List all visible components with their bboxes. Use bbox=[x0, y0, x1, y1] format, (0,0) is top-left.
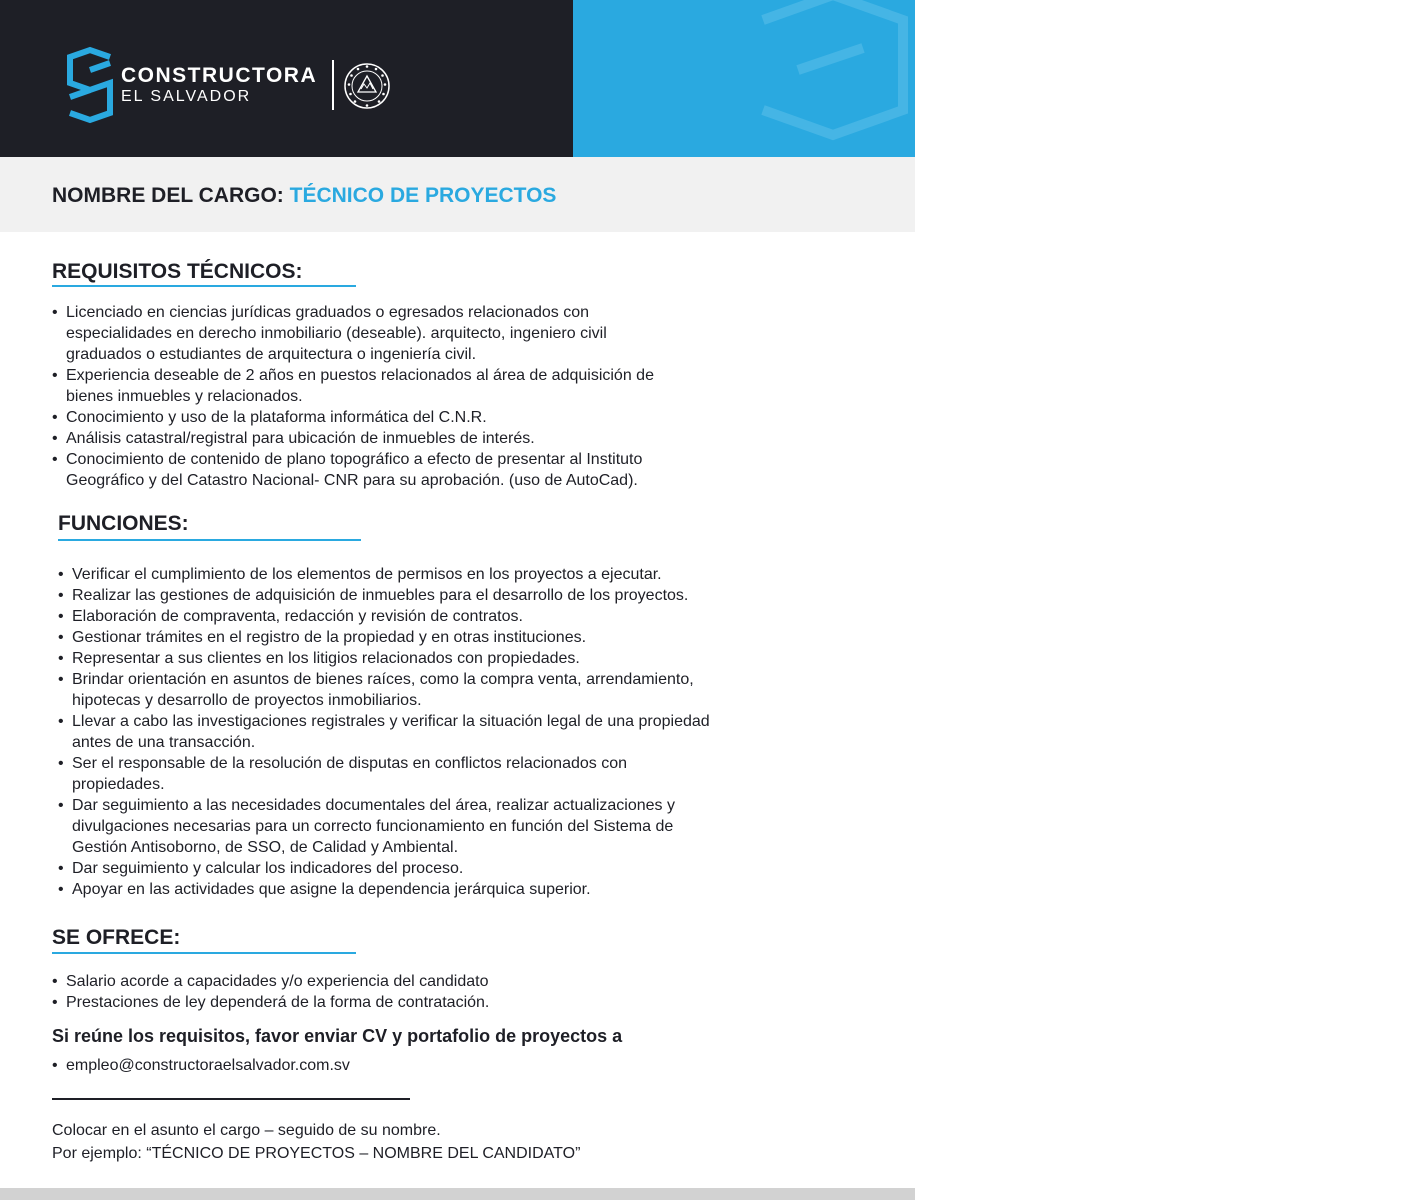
job-title-band bbox=[0, 157, 915, 232]
list-item bbox=[52, 971, 872, 992]
section-heading-ofrece: SE OFRECE: bbox=[52, 926, 181, 949]
list-item-line: • Elaboración de compraventa, redacción y revisión de contratos. bbox=[72, 608, 523, 625]
list-item bbox=[58, 795, 878, 858]
section-heading-funciones: FUNCIONES: bbox=[58, 512, 189, 535]
badge-line-1: OPORTUNIDAD bbox=[1182, 55, 1403, 87]
list-item-line: • Ser el responsable de la resolución de disputas en conflictos relacionados con bbox=[72, 755, 628, 772]
list-item bbox=[58, 606, 878, 627]
list-item-line: • Conocimiento de contenido de plano topográfico a efecto de presentar al Instituto bbox=[66, 451, 643, 468]
list-item-line: • Verificar el cumplimiento de los elementos de permisos en los proyectos a ejecutar. bbox=[72, 566, 662, 583]
list-item bbox=[58, 564, 878, 585]
section-rule-requisitos bbox=[52, 285, 356, 287]
list-item bbox=[58, 585, 878, 606]
list-item bbox=[52, 1055, 872, 1076]
header-brand-panel bbox=[0, 0, 573, 157]
section-rule-funciones bbox=[58, 539, 361, 541]
list-item bbox=[58, 753, 878, 795]
list-item-line: • Llevar a cabo las investigaciones registrales y verificar la situación legal de una propiedad bbox=[72, 713, 710, 730]
list-item bbox=[58, 858, 878, 879]
list-item-line: • Apoyar en las actividades que asigne la dependencia jerárquica superior. bbox=[72, 881, 591, 898]
background-pattern bbox=[573, 0, 915, 157]
list-item-line: • Brindar orientación en asuntos de bienes raíces, como la compra venta, arrendamiento, bbox=[72, 671, 694, 688]
list-item bbox=[52, 407, 872, 428]
list-item-line: especialidades en derecho inmobiliario (deseable). arquitecto, ingeniero civil bbox=[66, 325, 607, 342]
list-item-line: • empleo@constructoraelsalvador.com.sv bbox=[66, 1057, 350, 1074]
subject-note-line-2: Por ejemplo: “TÉCNICO DE PROYECTOS – NOMBRE DEL CANDIDATO” bbox=[52, 1145, 581, 1162]
list-item bbox=[58, 627, 878, 648]
list-item bbox=[52, 992, 872, 1013]
subject-note-line-1: Colocar en el asunto el cargo – seguido de su nombre. bbox=[52, 1122, 441, 1139]
brand-divider bbox=[332, 60, 334, 110]
list-item bbox=[52, 302, 872, 365]
list-item-line: Gestión Antisoborno, de SSO, de Calidad y Ambiental. bbox=[72, 839, 459, 856]
section-rule-ofrece bbox=[52, 952, 356, 954]
list-item-line: • Representar a sus clientes en los litigios relacionados con propiedades. bbox=[72, 650, 580, 667]
list-item-line: • Gestionar trámites en el registro de la propiedad y en otras instituciones. bbox=[72, 629, 587, 646]
list-item-line: • Salario acorde a capacidades y/o experiencia del candidato bbox=[66, 973, 489, 990]
list-item-line: propiedades. bbox=[72, 776, 165, 793]
brand-subtitle: EL SALVADOR bbox=[121, 88, 252, 105]
list-item-line: • Experiencia deseable de 2 años en puestos relacionados al área de adquisición de bbox=[66, 367, 654, 384]
el-salvador-seal-icon bbox=[343, 62, 391, 110]
list-item-line: • Prestaciones de ley dependerá de la forma de contratación. bbox=[66, 994, 490, 1011]
list-item-line: • Dar seguimiento a las necesidades documentales del área, realizar actualizaciones y bbox=[72, 797, 675, 814]
job-opportunity-badge bbox=[1182, 57, 1403, 115]
list-item bbox=[58, 711, 878, 753]
list-item-line: divulgaciones necesarias para un correcto funcionamiento en función del Sistema de bbox=[72, 818, 674, 835]
list-item-line: • Conocimiento y uso de la plataforma informática del C.N.R. bbox=[66, 409, 487, 426]
list-item-line: • Dar seguimiento y calcular los indicadores del proceso. bbox=[72, 860, 464, 877]
list-item-line: hipotecas y desarrollo de proyectos inmobiliarios. bbox=[72, 692, 422, 709]
list-item bbox=[52, 365, 872, 407]
footer-bar bbox=[0, 1188, 915, 1200]
list-item-line: antes de una transacción. bbox=[72, 734, 256, 751]
ofrece-list bbox=[52, 971, 872, 1013]
job-title-value: TÉCNICO DE PROYECTOS bbox=[289, 184, 557, 207]
list-item bbox=[58, 879, 878, 900]
list-item bbox=[58, 648, 878, 669]
section-heading-requisitos: REQUISITOS TÉCNICOS: bbox=[52, 260, 303, 283]
list-item-line: • Licenciado en ciencias jurídicas graduados o egresados relacionados con bbox=[66, 304, 589, 321]
list-item-line: bienes inmuebles y relacionados. bbox=[66, 388, 303, 405]
header-badge-panel bbox=[573, 0, 1403, 157]
job-title-label: NOMBRE DEL CARGO: bbox=[52, 184, 284, 207]
divider-rule bbox=[52, 1098, 410, 1100]
job-title bbox=[52, 184, 556, 208]
brand-name: CONSTRUCTORA bbox=[121, 64, 318, 87]
requisitos-list bbox=[52, 302, 872, 491]
badge-line-2: LABORAL bbox=[1182, 84, 1328, 116]
list-item bbox=[52, 449, 872, 491]
funciones-list bbox=[58, 564, 878, 900]
list-item-line: Geográfico y del Catastro Nacional- CNR para su aprobación. (uso de AutoCad). bbox=[66, 472, 638, 489]
contact-list bbox=[52, 1055, 872, 1076]
list-item-line: graduados o estudiantes de arquitectura o ingeniería civil. bbox=[66, 346, 477, 363]
call-to-action: Si reúne los requisitos, favor enviar CV y portafolio de proyectos a bbox=[52, 1026, 623, 1046]
list-item bbox=[52, 428, 872, 449]
constructora-logo-icon bbox=[66, 47, 114, 123]
list-item bbox=[58, 669, 878, 711]
list-item-line: • Análisis catastral/registral para ubicación de inmuebles de interés. bbox=[66, 430, 535, 447]
list-item-line: • Realizar las gestiones de adquisición de inmuebles para el desarrollo de los proyectos. bbox=[72, 587, 689, 604]
